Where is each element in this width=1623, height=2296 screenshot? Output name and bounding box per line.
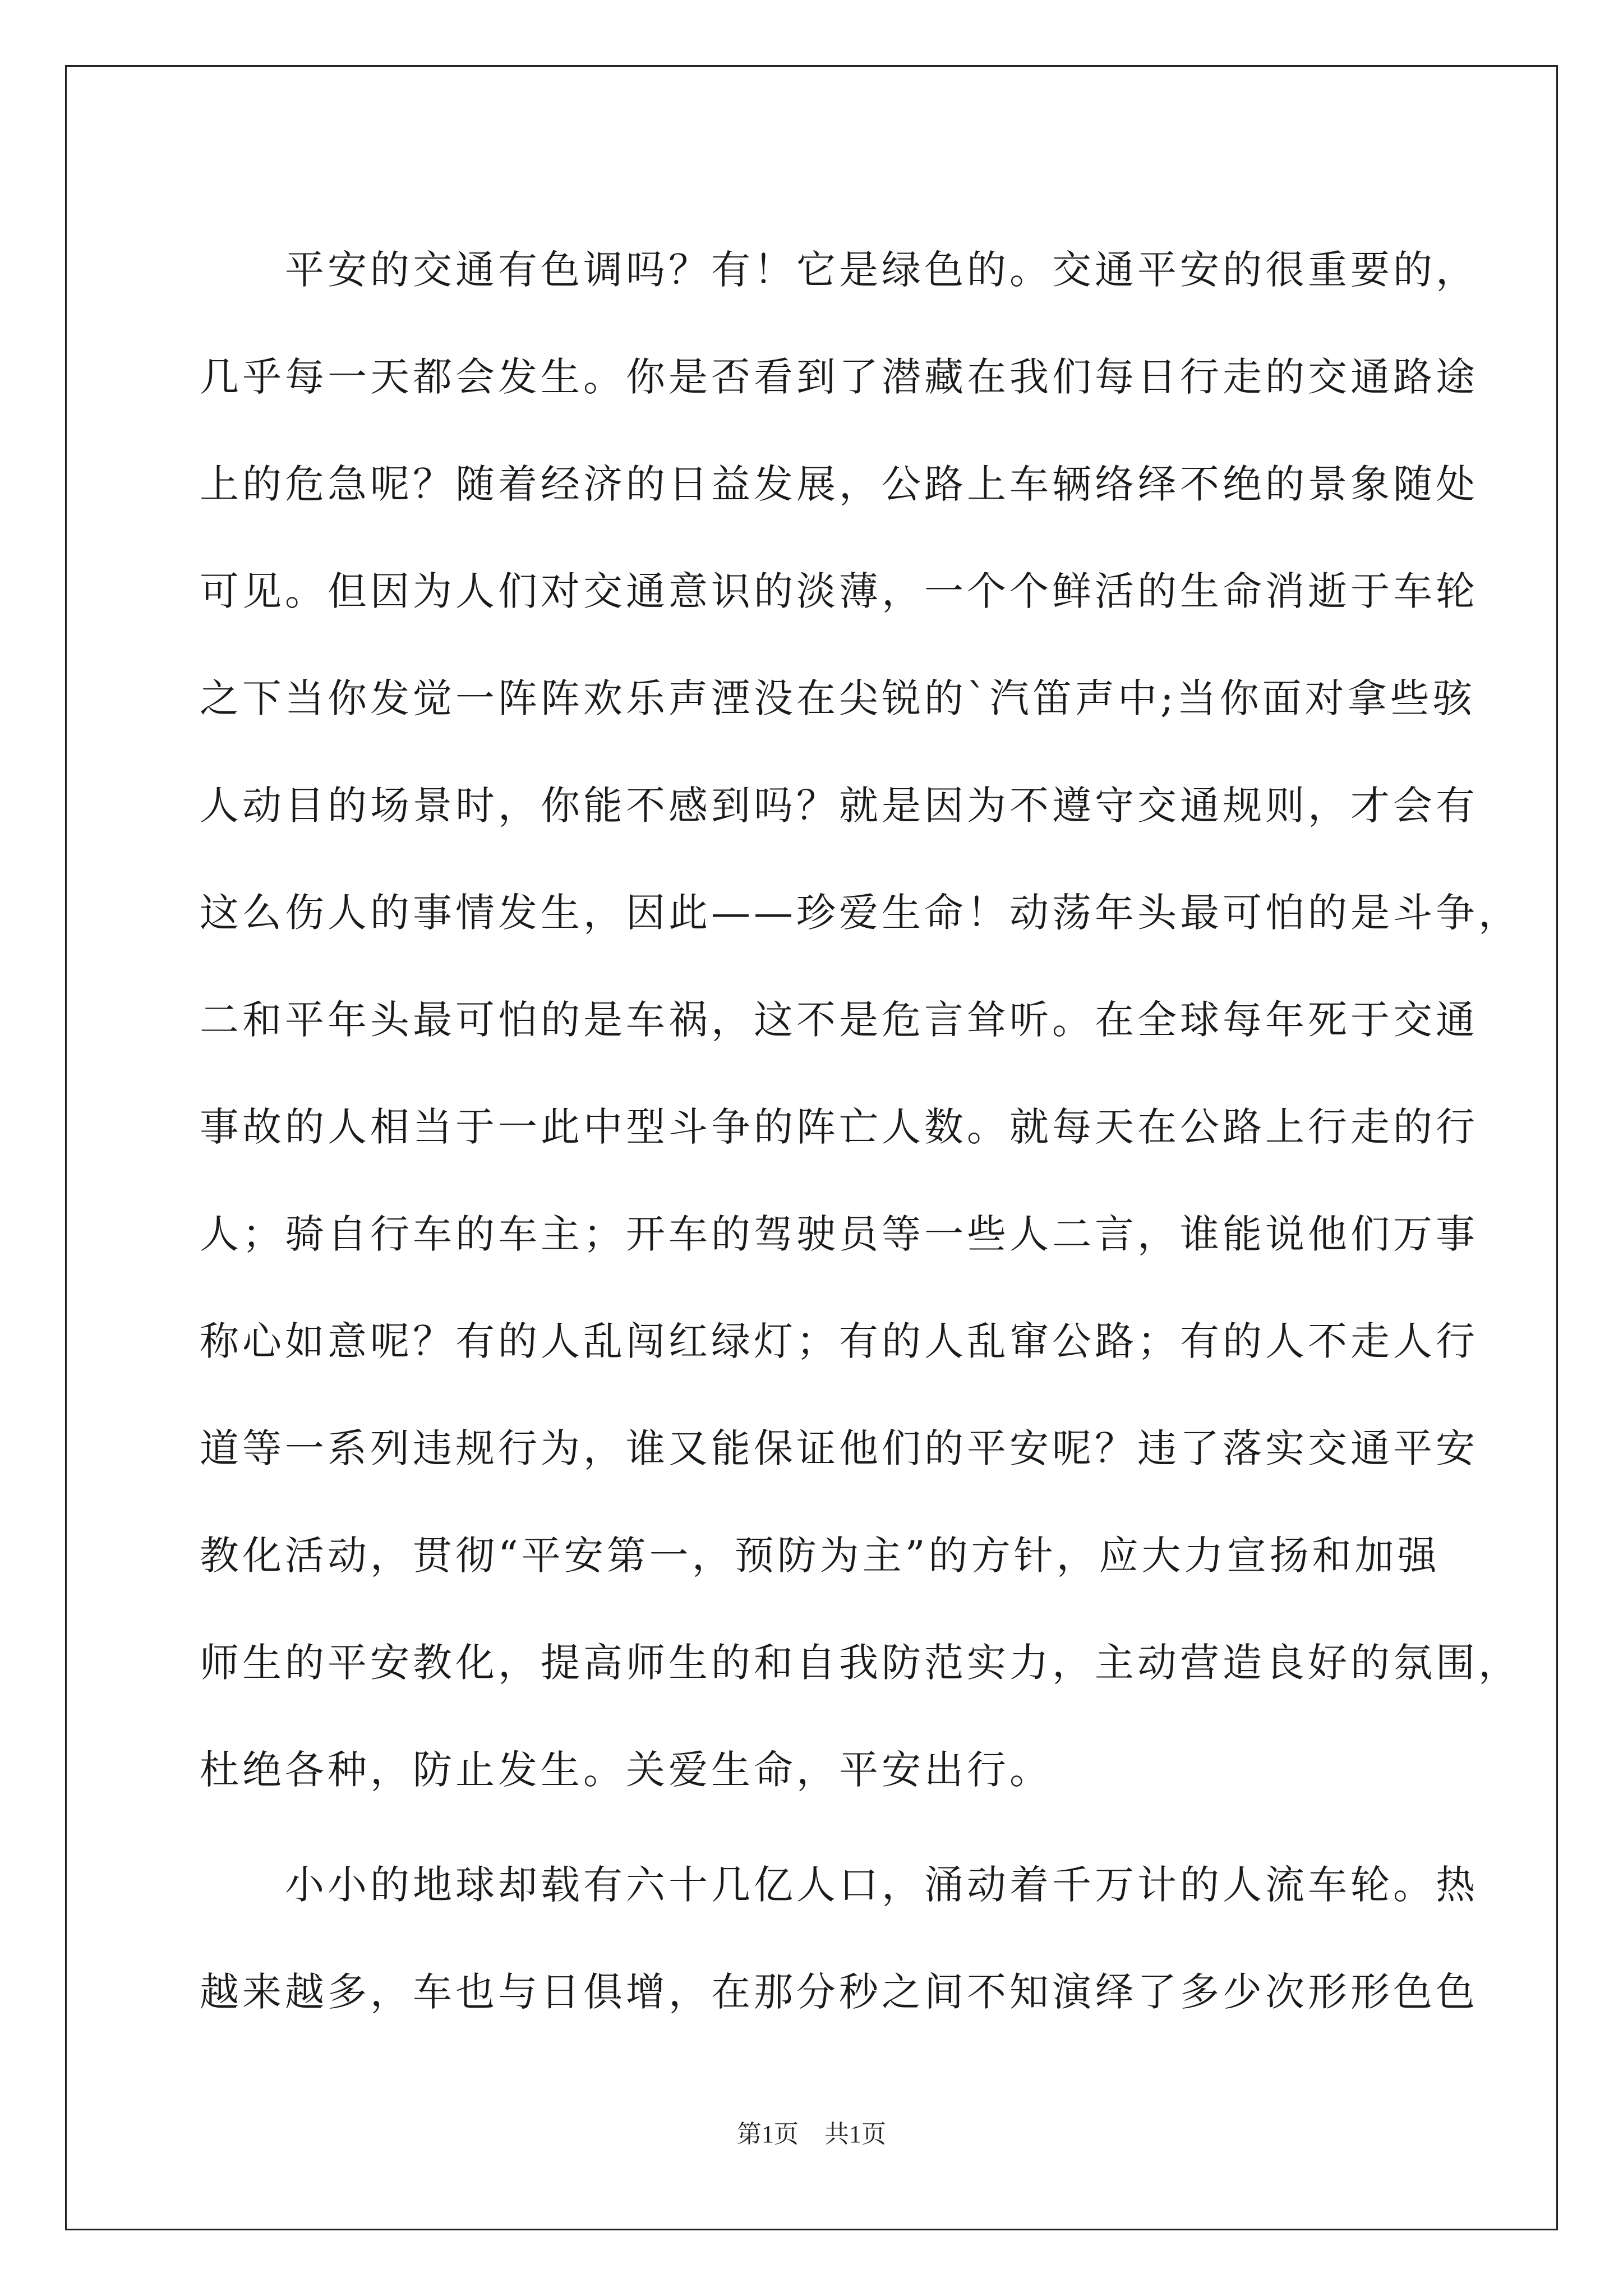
text-line: 之下当你发觉一阵阵欢乐声湮没在尖锐的`汽笛声中;当你面对拿些骇 xyxy=(200,675,1476,721)
paragraph-1 xyxy=(200,217,1521,1824)
text-line: 这么伤人的事情发生，因此——珍爱生命！动荡年头最可怕的是斗争， xyxy=(200,890,1521,936)
text-line: 越来越多，车也与日俱增，在那分秒之间不知演绎了多少次形形色色 xyxy=(200,1969,1478,2015)
text-line: 称心如意呢？有的人乱闯红绿灯；有的人乱窜公路；有的人不走人行 xyxy=(200,1318,1478,1364)
text-line: 杜绝各种，防止发生。关爱生命，平安出行。 xyxy=(200,1747,1052,1793)
text-line: 上的危急呢？随着经济的日益发展，公路上车辆络绎不绝的景象随处 xyxy=(200,461,1478,507)
text-line: 人动目的场景时，你能不感到吗？就是因为不遵守交通规则，才会有 xyxy=(200,783,1478,829)
text-line: 二和平年头最可怕的是车祸，这不是危言耸听。在全球每年死于交通 xyxy=(200,997,1478,1043)
page-total: 共1页 xyxy=(824,2120,886,2148)
paragraph-gap xyxy=(200,1824,1422,1832)
paragraph-2 xyxy=(200,1832,1478,2046)
text-line: 道等一系列违规行为，谁又能保证他们的平安呢？违了落实交通平安 xyxy=(200,1425,1478,1471)
page-number: 第1页 xyxy=(737,2120,799,2148)
text-line: 平安的交通有色调吗？有！它是绿色的。交通平安的很重要的， xyxy=(200,247,1478,293)
text-line: 教化活动，贯彻“平安第一，预防为主”的方针，应大力宣扬和加强 xyxy=(200,1533,1440,1579)
text-line: 几乎每一天都会发生。你是否看到了潜藏在我们每日行走的交通路途 xyxy=(200,354,1478,400)
text-line: 师生的平安教化，提高师生的和自我防范实力，主动营造良好的氛围， xyxy=(200,1640,1521,1686)
text-line: 小小的地球却载有六十几亿人口，涌动着千万计的人流车轮。热 xyxy=(200,1862,1478,1908)
page-footer xyxy=(0,2114,1623,2150)
text-line: 可见。但因为人们对交通意识的淡薄，一个个鲜活的生命消逝于车轮 xyxy=(200,568,1478,614)
text-line: 人；骑自行车的车主；开车的驾驶员等一些人二言，谁能说他们万事 xyxy=(200,1211,1478,1257)
document-body xyxy=(200,217,1521,2046)
text-line: 事故的人相当于一此中型斗争的阵亡人数。就每天在公路上行走的行 xyxy=(200,1104,1478,1150)
